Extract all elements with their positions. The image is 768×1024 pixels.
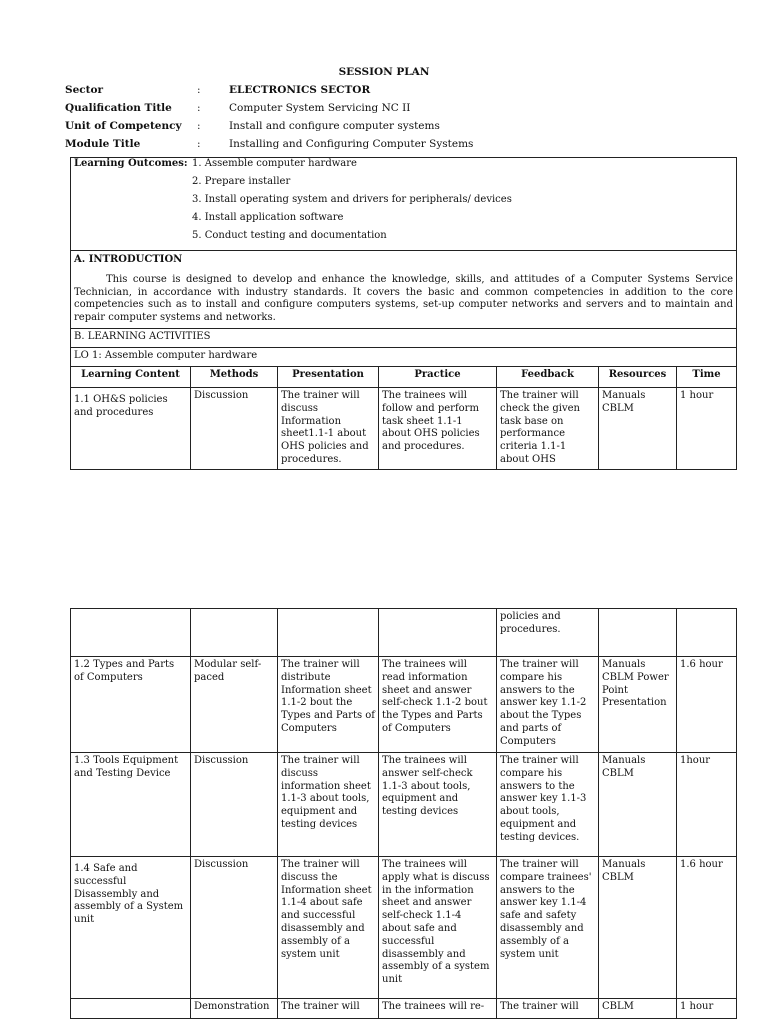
meta-label: Sector (65, 84, 104, 96)
list-item: 2. Prepare installer (192, 176, 291, 187)
meta-value: Installing and Configuring Computer Systems (229, 138, 474, 150)
learning-content-cell: 1.3 Tools Equipment and Testing Device (71, 753, 191, 857)
presentation-cell (278, 609, 379, 657)
learning-activities-row (71, 328, 737, 347)
feedback-cell: policies and procedures. (497, 609, 599, 657)
table-row (71, 609, 737, 657)
resources-cell: Manuals CBLM (599, 857, 677, 999)
table-row (71, 387, 737, 469)
feedback-cell: The trainer will check the given task base on performance criteria 1.1-1 about OHS (497, 387, 599, 469)
learning-content-cell (71, 999, 191, 1019)
presentation-cell: The trainer will (278, 999, 379, 1019)
list-item: 3. Install operating system and drivers for peripherals/ devices (192, 194, 512, 205)
time-cell: 1hour (677, 753, 737, 857)
learning-activities-heading: B. LEARNING ACTIVITIES (71, 328, 737, 347)
meta-label: Unit of Competency (65, 120, 182, 132)
meta-value: Computer System Servicing NC II (229, 102, 411, 114)
time-cell (677, 609, 737, 657)
resources-cell: Manuals CBLM Power Point Presentation (599, 657, 677, 753)
resources-cell: CBLM (599, 999, 677, 1019)
meta-colon: : (197, 138, 201, 150)
meta-label: Module Title (65, 138, 141, 150)
learning-outcomes-cell (71, 158, 737, 251)
method-cell: Discussion (191, 753, 278, 857)
introduction-heading: A. INTRODUCTION (74, 254, 183, 265)
introduction-cell (71, 251, 737, 329)
introduction-row (71, 251, 737, 329)
lo-heading-row (71, 347, 737, 366)
method-cell: Modular self-paced (191, 657, 278, 753)
learning-outcomes-label: Learning Outcomes: (74, 158, 188, 169)
list-item: 4. Install application software (192, 212, 344, 223)
list-item: 1. Assemble computer hardware (192, 158, 357, 169)
column-header: Time (677, 366, 737, 387)
practice-cell: The trainees will read information sheet and answer self-check 1.1-2 bout the Types and Parts of Computers (379, 657, 497, 753)
practice-cell: The trainees will answer self-check 1.1-3 about tools, equipment and testing devices (379, 753, 497, 857)
time-cell: 1 hour (677, 999, 737, 1019)
method-cell: Discussion (191, 857, 278, 999)
presentation-cell: The trainer will distribute Information sheet 1.1-2 bout the Types and Parts of Computers (278, 657, 379, 753)
column-header: Practice (379, 366, 497, 387)
page-title: SESSION PLAN (338, 66, 430, 78)
learning-outcomes-list (192, 158, 512, 248)
feedback-cell: The trainer will compare trainees' answers to the answer key 1.1-4 safe and safety disassembly and assembly of a system unit (497, 857, 599, 999)
learning-content-cell: 1.1 OH&S policies and procedures (71, 387, 191, 469)
practice-cell: The trainees will re- (379, 999, 497, 1019)
meta-colon: : (197, 84, 201, 96)
time-cell: 1 hour (677, 387, 737, 469)
time-cell: 1.6 hour (677, 657, 737, 753)
practice-cell: The trainees will follow and perform task sheet 1.1-1 about OHS policies and procedures. (379, 387, 497, 469)
list-item: 5. Conduct testing and documentation (192, 230, 387, 241)
meta-colon: : (197, 102, 201, 114)
resources-cell: Manuals CBLM (599, 753, 677, 857)
table-row (71, 857, 737, 999)
meta-value: ELECTRONICS SECTOR (229, 84, 371, 96)
introduction-text: This course is designed to develop and enhance the knowledge, skills, and attitudes of a Computer Systems Service Technician, in accordance with industry standards. It covers the basic and common competencies in addition to the core competencies such as to install and configure computers systems, set-up computer networks and servers and to maintain and repair computer systems and networks. (74, 273, 733, 324)
column-header: Feedback (497, 366, 599, 387)
resources-cell (599, 609, 677, 657)
feedback-cell: The trainer will (497, 999, 599, 1019)
meta-value: Install and configure computer systems (229, 120, 440, 132)
table-row (71, 753, 737, 857)
column-header: Resources (599, 366, 677, 387)
column-header: Presentation (278, 366, 379, 387)
session-plan-table-continued (70, 608, 737, 1019)
table-row (71, 999, 737, 1019)
method-cell: Discussion (191, 387, 278, 469)
learning-content-cell: 1.2 Types and Parts of Computers (71, 657, 191, 753)
presentation-cell: The trainer will discuss information sheet 1.1-3 about tools, equipment and testing devices (278, 753, 379, 857)
practice-cell: The trainees will apply what is discuss in the information sheet and answer self-check 1.1-4 about safe and successful disassembly and assembly of a system unit (379, 857, 497, 999)
time-cell: 1.6 hour (677, 857, 737, 999)
feedback-cell: The trainer will compare his answers to the answer key 1.1-2 about the Types and parts of Computers (497, 657, 599, 753)
session-plan-table (70, 157, 737, 470)
practice-cell (379, 609, 497, 657)
presentation-cell: The trainer will discuss Information sheet1.1-1 about OHS policies and procedures. (278, 387, 379, 469)
method-cell: Demonstration (191, 999, 278, 1019)
table-row (71, 657, 737, 753)
feedback-cell: The trainer will compare his answers to the answer key 1.1-3 about tools, equipment and testing devices. (497, 753, 599, 857)
presentation-cell: The trainer will discuss the Information sheet 1.1-4 about safe and successful disassembly and assembly of a system unit (278, 857, 379, 999)
column-header: Learning Content (71, 366, 191, 387)
column-header-row (71, 366, 737, 387)
column-header: Methods (191, 366, 278, 387)
learning-content-cell (71, 609, 191, 657)
lo-heading: LO 1: Assemble computer hardware (71, 347, 737, 366)
meta-label: Qualification Title (65, 102, 172, 114)
learning-outcomes-row (71, 158, 737, 251)
meta-colon: : (197, 120, 201, 132)
learning-content-cell: 1.4 Safe and successful Disassembly and assembly of a System unit (71, 857, 191, 999)
resources-cell: Manuals CBLM (599, 387, 677, 469)
method-cell (191, 609, 278, 657)
